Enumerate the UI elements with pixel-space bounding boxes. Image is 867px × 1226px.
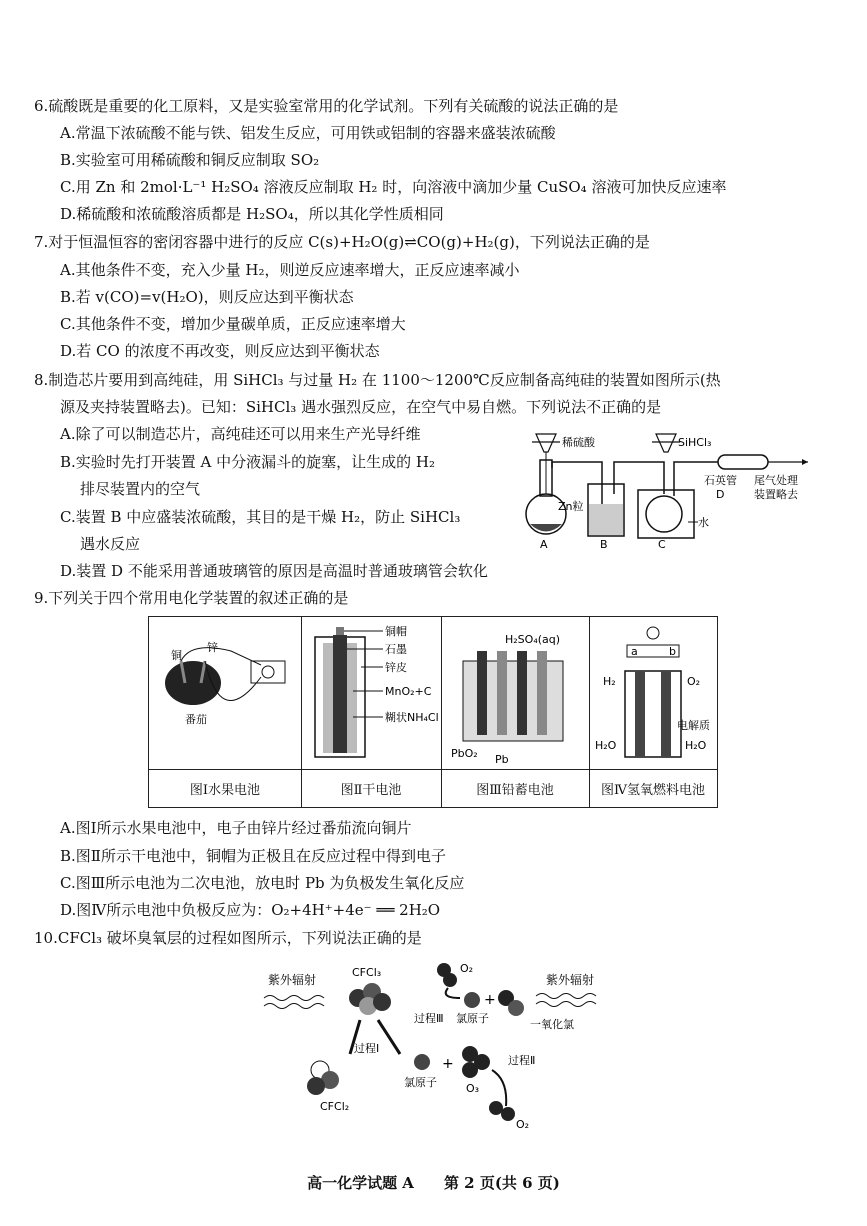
label-sihcl3: SiHCl₃ (678, 436, 712, 449)
label-plus2: + (484, 992, 496, 1008)
label-mno2: MnO₂+C (385, 685, 432, 698)
q7-option-d: D.若 CO 的浓度不再改变，则反应达到平衡状态 (60, 342, 380, 360)
label-h2so4: H₂SO₄(aq) (505, 633, 561, 646)
q9-option-c: C.图Ⅲ所示电池为二次电池，放电时 Pb 为负极发生氧化反应 (60, 874, 465, 892)
label-c: C (658, 538, 666, 551)
label-paste: 糊状NH₄Cl (385, 711, 439, 724)
q6-option-d: D.稀硫酸和浓硫酸溶质都是 H₂SO₄，所以其化学性质相同 (60, 205, 444, 223)
label-cfcl2: CFCl₂ (320, 1100, 350, 1113)
label-electrolyte: 电解质 (677, 719, 710, 732)
q7-option-c: C.其他条件不变，增加少量碳单质，正反应速率增大 (60, 315, 406, 333)
q9-option-b: B.图Ⅱ所示干电池中，铜帽为正极且在反应过程中得到电子 (60, 847, 446, 865)
q6-option-b: B.实验室可用稀硫酸和铜反应制取 SO₂ (60, 151, 320, 169)
caption-fig4: 图Ⅳ氢氧燃料电池 (601, 783, 705, 798)
q9-stem: 9.下列关于四个常用电化学装置的叙述正确的是 (34, 589, 349, 607)
label-water: 水 (698, 516, 709, 529)
dry-cell-figure (303, 621, 439, 767)
label-clo: 一氧化氯 (530, 1018, 574, 1031)
label-step2: 过程Ⅱ (508, 1054, 536, 1067)
q7-option-b: B.若 v(CO)=v(H₂O)，则反应达到平衡状态 (60, 288, 354, 306)
label-cap: 铜帽 (385, 625, 407, 638)
label-a-terminal: a (631, 645, 638, 658)
label-zn: Zn粒 (558, 500, 584, 513)
q9-figure-table (148, 616, 718, 808)
label-o2-bottom: O₂ (516, 1118, 530, 1130)
caption-fig2: 图Ⅱ干电池 (340, 783, 402, 798)
label-a: A (540, 538, 548, 551)
label-zinc: 锌 (207, 641, 218, 654)
q8-option-b-line1: B.实验时先打开装置 A 中分液漏斗的旋塞，让生成的 H₂ (60, 453, 436, 471)
label-b: B (600, 538, 608, 551)
label-b-terminal: b (669, 645, 676, 658)
caption-fig3: 图Ⅲ铅蓄电池 (476, 783, 554, 798)
q7-option-a: A.其他条件不变，充入少量 H₂，则逆反应速率增大，正反应速率减小 (60, 261, 520, 279)
label-h2o-left: H₂O (595, 739, 617, 752)
label-d: D (716, 488, 725, 501)
label-cfcl3: CFCl₃ (352, 966, 382, 979)
label-dilute-acid: 稀硫酸 (562, 436, 595, 449)
q8-option-c-line1: C.装置 B 中应盛装浓硫酸，其目的是干燥 H₂，防止 SiHCl₃ (60, 508, 461, 526)
q6-option-c: C.用 Zn 和 2mol·L⁻¹ H₂SO₄ 溶液反应制取 H₂ 时，向溶液中滴加少量 CuSO₄ 溶液可加快反应速率 (60, 178, 727, 196)
q8-apparatus-figure (518, 424, 818, 554)
label-tomato: 番茄 (185, 713, 207, 726)
q10-stem: 10.CFCl₃ 破坏臭氧层的过程如图所示，下列说法正确的是 (34, 929, 422, 947)
q8-option-a: A.除了可以制造芯片，高纯硅还可以用来生产光导纤维 (60, 425, 421, 443)
q6-stem: 6.硫酸既是重要的化工原料，又是实验室常用的化学试剂。下列有关硫酸的说法正确的是 (34, 97, 619, 115)
label-o2-top: O₂ (460, 962, 474, 975)
label-plus1: + (442, 1056, 454, 1072)
label-copper: 铜 (171, 649, 182, 662)
label-pbo2: PbO₂ (451, 747, 478, 760)
label-o2: O₂ (687, 675, 701, 688)
label-tail-2: 装置略去 (754, 488, 798, 501)
label-cl-atom-2: 氯原子 (456, 1012, 489, 1025)
label-pb: Pb (495, 753, 509, 766)
lead-acid-battery-figure (443, 621, 587, 767)
label-graphite: 石墨 (385, 643, 407, 656)
q8-option-b-line2: 排尽装置内的空气 (80, 480, 201, 498)
q8-option-c-line2: 遇水反应 (80, 535, 141, 553)
label-step1: 过程Ⅰ (354, 1042, 380, 1055)
q10-ozone-figure (260, 958, 620, 1130)
label-cl-atom: 氯原子 (404, 1076, 437, 1089)
label-o3: O₃ (466, 1082, 480, 1095)
q9-option-a: A.图Ⅰ所示水果电池中，电子由锌片经过番茄流向铜片 (60, 819, 412, 837)
q8-stem-line2: 源及夹持装置略去)。已知：SiHCl₃ 遇水强烈反应，在空气中易自燃。下列说法不正确的是 (60, 398, 662, 416)
label-h2: H₂ (603, 675, 616, 688)
q9-option-d: D.图Ⅳ所示电池中负极反应为：O₂+4H⁺+4e⁻ ══ 2H₂O (60, 901, 441, 919)
q8-option-d: D.装置 D 不能采用普通玻璃管的原因是高温时普通玻璃管会软化 (60, 562, 488, 580)
label-tail-1: 尾气处理 (754, 474, 798, 487)
fuel-cell-figure (591, 621, 715, 767)
label-h2o-right: H₂O (685, 739, 707, 752)
page-footer: 高一化学试题 A 第 2 页(共 6 页) (307, 1174, 560, 1192)
label-uv-right: 紫外辐射 (546, 973, 595, 987)
caption-fig1: 图Ⅰ水果电池 (189, 783, 261, 798)
q6-option-a: A.常温下浓硫酸不能与铁、铝发生反应，可用铁或铝制的容器来盛装浓硫酸 (60, 124, 556, 142)
label-zinc-skin: 锌皮 (385, 661, 407, 674)
label-quartz: 石英管 (704, 474, 737, 487)
q7-stem: 7.对于恒温恒容的密闭容器中进行的反应 C(s)+H₂O(g)⇌CO(g)+H₂(g)，下列说法正确的是 (34, 233, 650, 251)
q8-stem-line1: 8.制造芯片要用到高纯硅，用 SiHCl₃ 与过量 H₂ 在 1100～1200℃反应制备高纯硅的装置如图所示(热 (34, 371, 721, 389)
label-uv-left: 紫外辐射 (268, 973, 317, 987)
label-step3: 过程Ⅲ (414, 1012, 444, 1025)
fruit-battery-figure (151, 621, 299, 767)
